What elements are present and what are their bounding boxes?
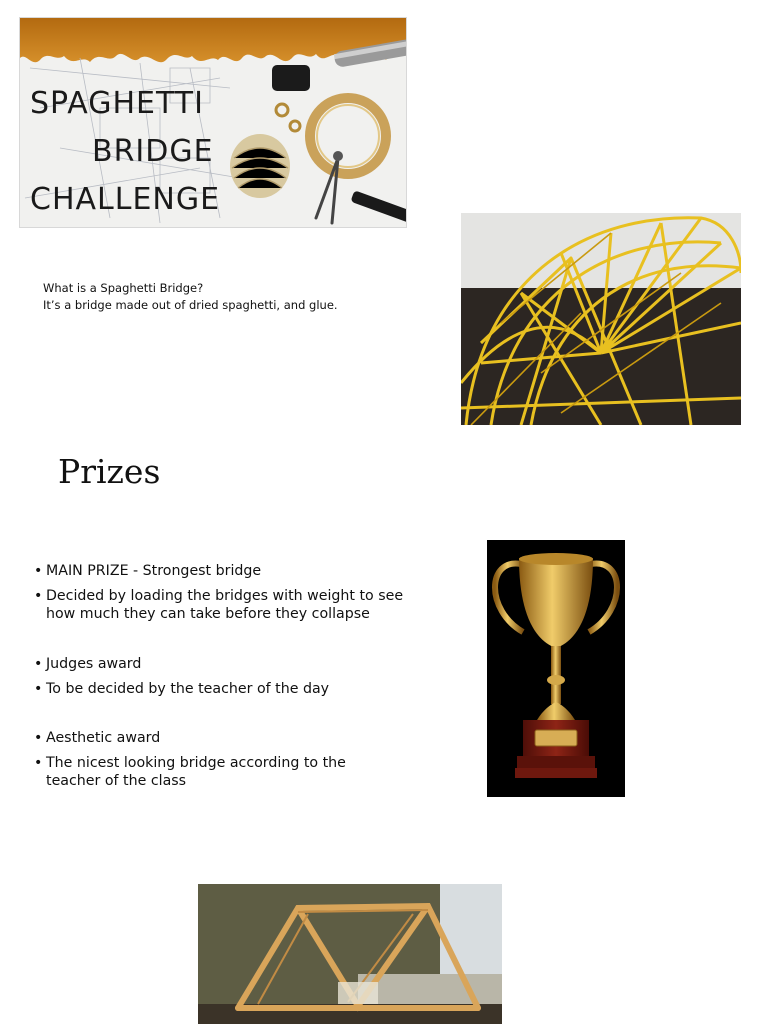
- banner-title-line-1: SPAGHETTI: [30, 86, 204, 121]
- aesthetic-award-group: [34, 729, 414, 797]
- spaghetti-bridge-challenge-banner: [19, 17, 407, 228]
- bullet-item: • To be decided by the teacher of the day: [34, 680, 414, 698]
- bullet-item: • MAIN PRIZE - Strongest bridge: [34, 562, 414, 580]
- desk-tools: [220, 18, 406, 227]
- banner-title-line-2: BRIDGE: [92, 134, 214, 169]
- truss-spaghetti-bridge-photo: [198, 884, 502, 1024]
- main-prize-group: [34, 562, 414, 630]
- trophy-image: [487, 540, 625, 797]
- prizes-heading: Prizes: [58, 452, 161, 491]
- bullet-item: • Judges award: [34, 655, 414, 673]
- dome-spaghetti-bridge-photo: [461, 213, 741, 425]
- intro-text: [43, 280, 338, 314]
- intro-question: What is a Spaghetti Bridge?: [43, 281, 204, 295]
- bullet-item: • Decided by loading the bridges with weight to see how much they can take before they collapse: [34, 587, 406, 623]
- banner-title-line-3: CHALLENGE: [30, 182, 221, 217]
- bullet-item: • The nicest looking bridge according to the teacher of the class: [34, 754, 346, 790]
- bullet-item: • Aesthetic award: [34, 729, 414, 747]
- intro-answer: It’s a bridge made out of dried spaghetti, and glue.: [43, 298, 338, 312]
- judges-award-group: [34, 655, 414, 705]
